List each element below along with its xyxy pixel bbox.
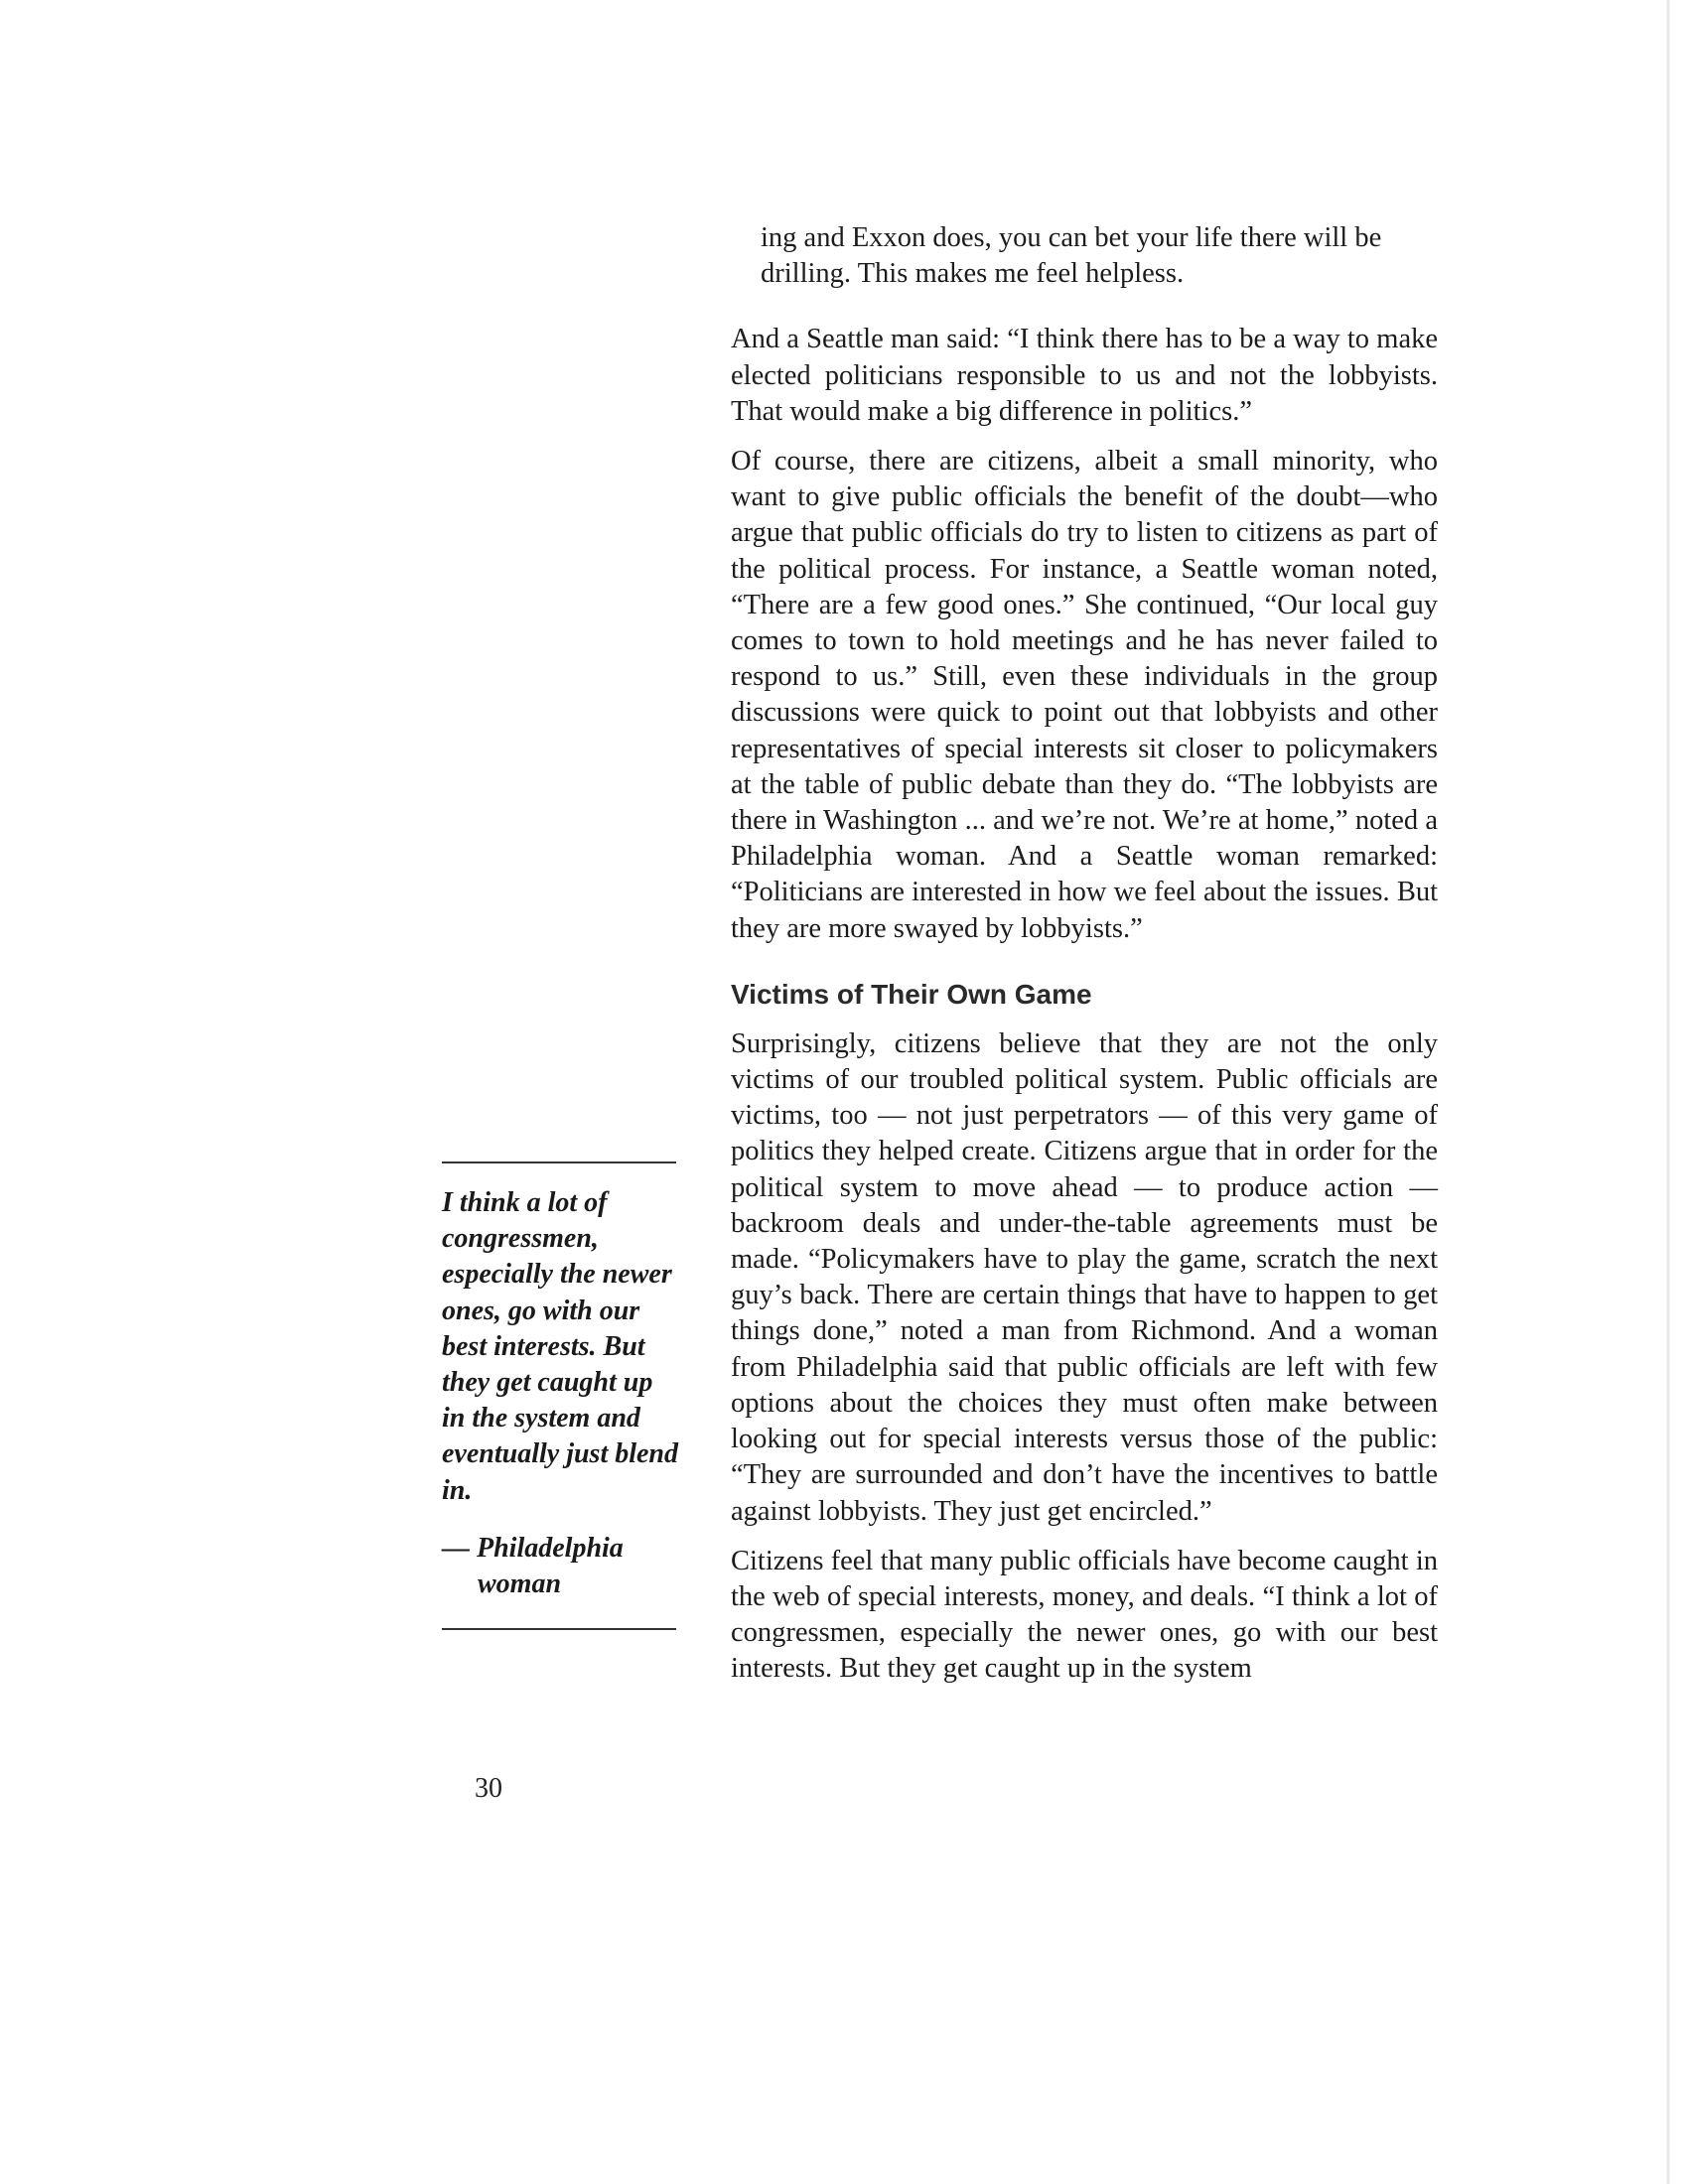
pull-quote-sidebar	[442, 1161, 680, 1630]
page-number: 30	[475, 1773, 502, 1804]
paragraph-seattle-man: And a Seattle man said: “I think there has to be a way to make elected politicians responsible to us and not the lobbyists. That would make a big difference in politics.”	[731, 324, 1438, 427]
pull-quote: I think a lot of congressmen, especially the newer ones, go with our best interests. But they get caught up in the system and eventually just blend in.	[442, 1187, 678, 1506]
paragraph-benefit-of-doubt: Of course, there are citizens, albeit a small minority, who want to give public officials the benefit of the doubt—who argue that public officials do try to listen to citizens as part of the political process. For instance, a Seattle woman noted, “There are a few good ones.” She continued, “Our local guy comes to town to hold meetings and he has never failed to respond to us.” Still, even these individuals in the group discussions were quick to point out that lobbyists and other representatives of special interests sit closer to policymakers at the table of public debate than they do. “The lobbyists are there in Washington ... and we’re not. We’re at home,” noted a Philadelphia woman. And a Seattle woman remarked: “Politicians are interested in how we feel about the issues. But they are more swayed by lobbyists.”	[731, 446, 1438, 944]
page-edge	[1666, 0, 1670, 2184]
sidebar-bottom-rule	[442, 1628, 676, 1630]
paragraph-citizens-feel: Citizens feel that many public officials have become caught in the web of special interests, money, and deals. “I think a lot of congressmen, especially the newer ones, go with our best interests. But they get caught up in the system	[731, 1545, 1438, 1685]
main-column	[731, 220, 1438, 1702]
attribution-line-2: woman	[478, 1569, 562, 1600]
attribution-line-1: — Philadelphia	[442, 1532, 624, 1564]
pull-quote-attribution	[442, 1531, 680, 1602]
sidebar-top-rule	[442, 1161, 676, 1163]
section-heading: Victims of Their Own Game	[731, 978, 1092, 1010]
continued-quote: ing and Exxon does, you can bet your life there will be drilling. This makes me feel helpless.	[761, 222, 1382, 290]
paragraph-surprisingly: Surprisingly, citizens believe that they are not the only victims of our troubled political system. Public officials are victims, too — not just perpetrators — of this very game of politics they helped create. Citizens argue that in order for the political system to move ahead — to produce action — backroom deals and under-the-table agreements must be made. “Policymakers have to play the game, scratch the next guy’s back. There are certain things that have to happen to get things done,” noted a man from Richmond. And a woman from Philadelphia said that public officials are left with few options about the choices they must often make between looking out for special interests versus those of the public: “They are surrounded and don’t have the incentives to battle against lobbyists. They just get encircled.”	[731, 1027, 1438, 1527]
